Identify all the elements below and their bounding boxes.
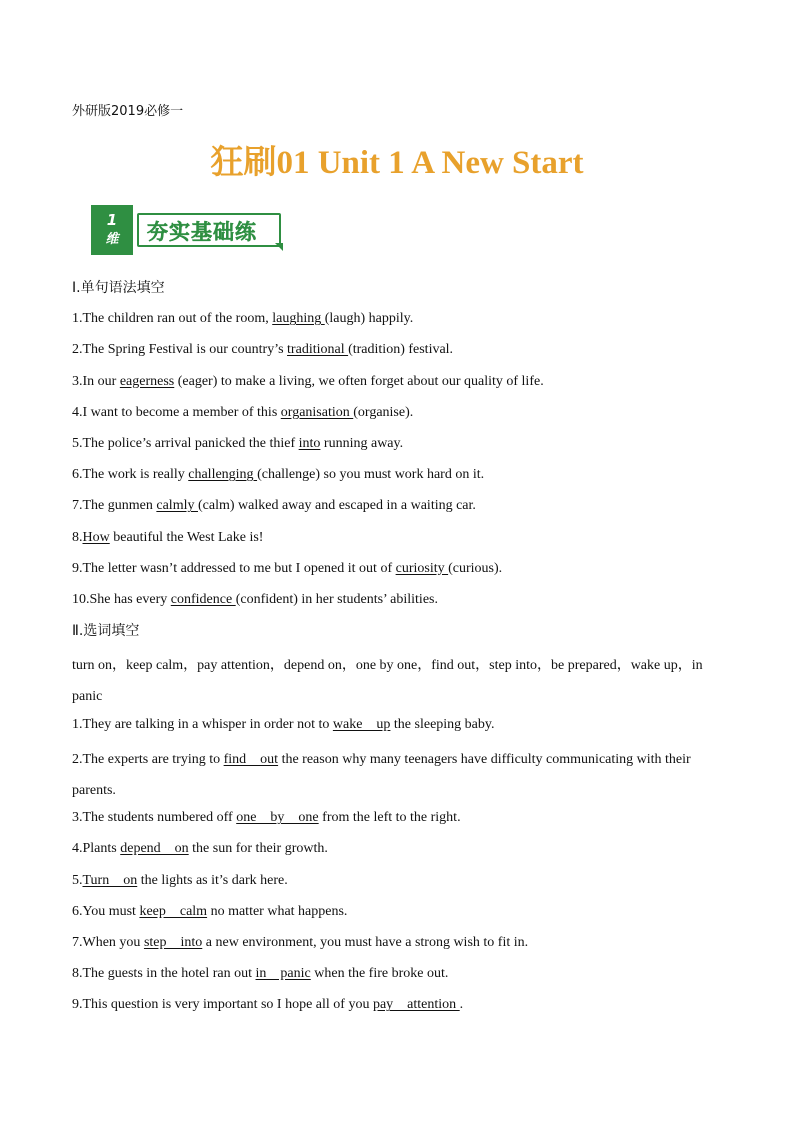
badge-number-block — [91, 205, 133, 255]
badge-label: 夯实基础练 — [147, 220, 257, 244]
header-note: 外研版2019必修一 — [72, 104, 184, 119]
answer: into — [298, 435, 321, 451]
answer: organisation — [280, 404, 354, 420]
answer: one by one — [236, 810, 319, 826]
badge-unit: 维 — [105, 232, 119, 247]
answer: wake up — [332, 716, 391, 732]
answer: challenging — [188, 467, 258, 483]
answer: traditional — [287, 342, 349, 358]
answer: calmly — [156, 498, 198, 514]
question-item: 5.Turn on the lights as it’s dark here. — [72, 872, 288, 888]
question-item: 1.The children ran out of the room, laughing (laugh) happily. — [72, 311, 414, 327]
badge-label-box — [137, 213, 281, 247]
badge-corner-decoration — [275, 243, 283, 251]
section-heading-grammar: Ⅰ.单句语法填空 — [72, 280, 165, 296]
question-item: 4.I want to become a member of this organisation (organise). — [72, 404, 414, 420]
answer: eagerness — [119, 373, 175, 389]
question-item: 1.They are talking in a whisper in order not to wake up the sleeping baby. — [72, 716, 495, 732]
question-item: 8.The guests in the hotel ran out in panic when the fire broke out. — [72, 966, 449, 982]
answer: step into — [143, 935, 203, 950]
section-heading-word-choice: Ⅱ.选词填空 — [72, 623, 140, 640]
grammar-items — [72, 307, 726, 619]
answer: Turn on — [82, 872, 138, 888]
answer: laughing — [272, 311, 325, 327]
question-item: 6.You must keep calm no matter what happens. — [72, 903, 348, 919]
question-item: 10.She has every confidence (confident) in her students’ abilities. — [72, 591, 438, 607]
answer: keep calm — [139, 903, 208, 919]
section-badge — [91, 205, 285, 255]
answer: How — [82, 529, 110, 545]
question-item: 3.The students numbered off one by one from the left to the right. — [72, 810, 461, 826]
question-item: 7.The gunmen calmly (calm) walked away and escaped in a waiting car. — [72, 498, 476, 514]
word-choice-items — [72, 713, 726, 1025]
answer: pay attention — [372, 997, 460, 1013]
page-title: 狂刷01 Unit 1 A New Start — [210, 145, 584, 181]
answer: find out — [223, 751, 279, 767]
question-item: 2.The experts are trying to find out the reason why many teenagers have difficulty communicating with their parents. — [72, 751, 691, 799]
question-item: 7.When you step into a new environment, you must have a strong wish to fit in. — [72, 935, 529, 950]
question-item: 3.In our eagerness (eager) to make a living, we often forget about our quality of life. — [72, 373, 544, 389]
question-item: 9.The letter wasn’t addressed to me but I opened it out of curiosity (curious). — [72, 560, 503, 576]
question-item: 2.The Spring Festival is our country’s traditional (tradition) festival. — [72, 342, 454, 358]
word-bank: turn on，keep calm，pay attention，depend on，one by one，find out，step into，be prepared，wake up，in panic — [72, 658, 703, 705]
answer: curiosity — [395, 560, 449, 576]
answer: confidence — [170, 591, 236, 607]
question-item: 8.How beautiful the West Lake is! — [72, 529, 264, 545]
exercise-content — [72, 276, 726, 1025]
answer: depend on — [120, 841, 189, 857]
question-item: 5.The police’s arrival panicked the thief into running away. — [72, 435, 404, 451]
answer: in panic — [255, 966, 311, 982]
badge-number: 1 — [106, 211, 118, 229]
question-item: 9.This question is very important so I hope all of you pay attention . — [72, 997, 464, 1013]
question-item: 4.Plants depend on the sun for their growth. — [72, 841, 328, 857]
question-item: 6.The work is really challenging (challenge) so you must work hard on it. — [72, 467, 485, 483]
